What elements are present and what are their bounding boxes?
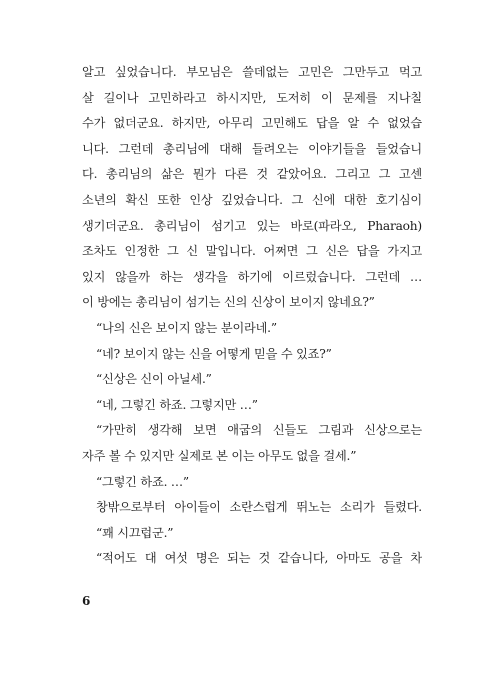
narration-line: 창밖으로부터 아이들이 소란스럽게 뛰노는 소리가 들렸다. [96,500,422,515]
dialogue-line: “적어도 대 여섯 명은 되는 것 같습니다, 아마도 공을 차 [96,551,422,566]
dialogue-line: “신상은 신이 아닐세.” [96,372,212,387]
dialogue-line: “네, 그렇긴 하죠. 그렇지만 …” [96,397,258,412]
dialogue-line: “네? 보이지 않는 신을 어떻게 믿을 수 있죠?” [96,346,332,361]
text-line: 다. 총리님의 삶은 뭔가 다른 것 같았어요. 그리고 그 고센 [82,167,422,182]
text-line: 니다. 그런데 총리님에 대해 들려오는 이야기들을 들었습니 [82,141,422,156]
body-text [82,60,422,572]
dialogue-line: “나의 신은 보이지 않는 분이라네.” [96,320,277,335]
text-line: 수가 없더군요. 하지만, 아무리 고민해도 답을 알 수 없었습 [82,116,422,131]
text-line: 이 방에는 총리님이 섬기는 신의 신상이 보이지 않네요?” [82,295,375,310]
dialogue-line: “꽤 시끄럽군.” [96,525,174,540]
dialogue-line: “가만히 생각해 보면 애굽의 신들도 그림과 신상으로는 [96,423,422,438]
page-number: 6 [82,594,91,608]
text-line: 있지 않을까 하는 생각을 하기에 이르렀습니다. 그런데 … [82,269,422,284]
text-line: 생기더군요. 총리님이 섬기고 있는 바로(파라오, Pharaoh) [82,218,422,233]
text-line: 조차도 인정한 그 신 말입니다. 어쩌면 그 신은 답을 가지고 [82,244,422,259]
dialogue-line: “그렇긴 하죠. …” [96,474,189,489]
text-line: 알고 싶었습니다. 부모님은 쓸데없는 고민은 그만두고 먹고 [82,65,422,79]
text-line: 소년의 확신 또한 인상 깊었습니다. 그 신에 대한 호기심이 [82,192,422,207]
text-line: 자주 볼 수 있지만 실제로 본 이는 아무도 없을 걸세.” [82,448,357,463]
text-line: 살 길이나 고민하라고 하시지만, 도저히 이 문제를 지나칠 [82,90,422,105]
